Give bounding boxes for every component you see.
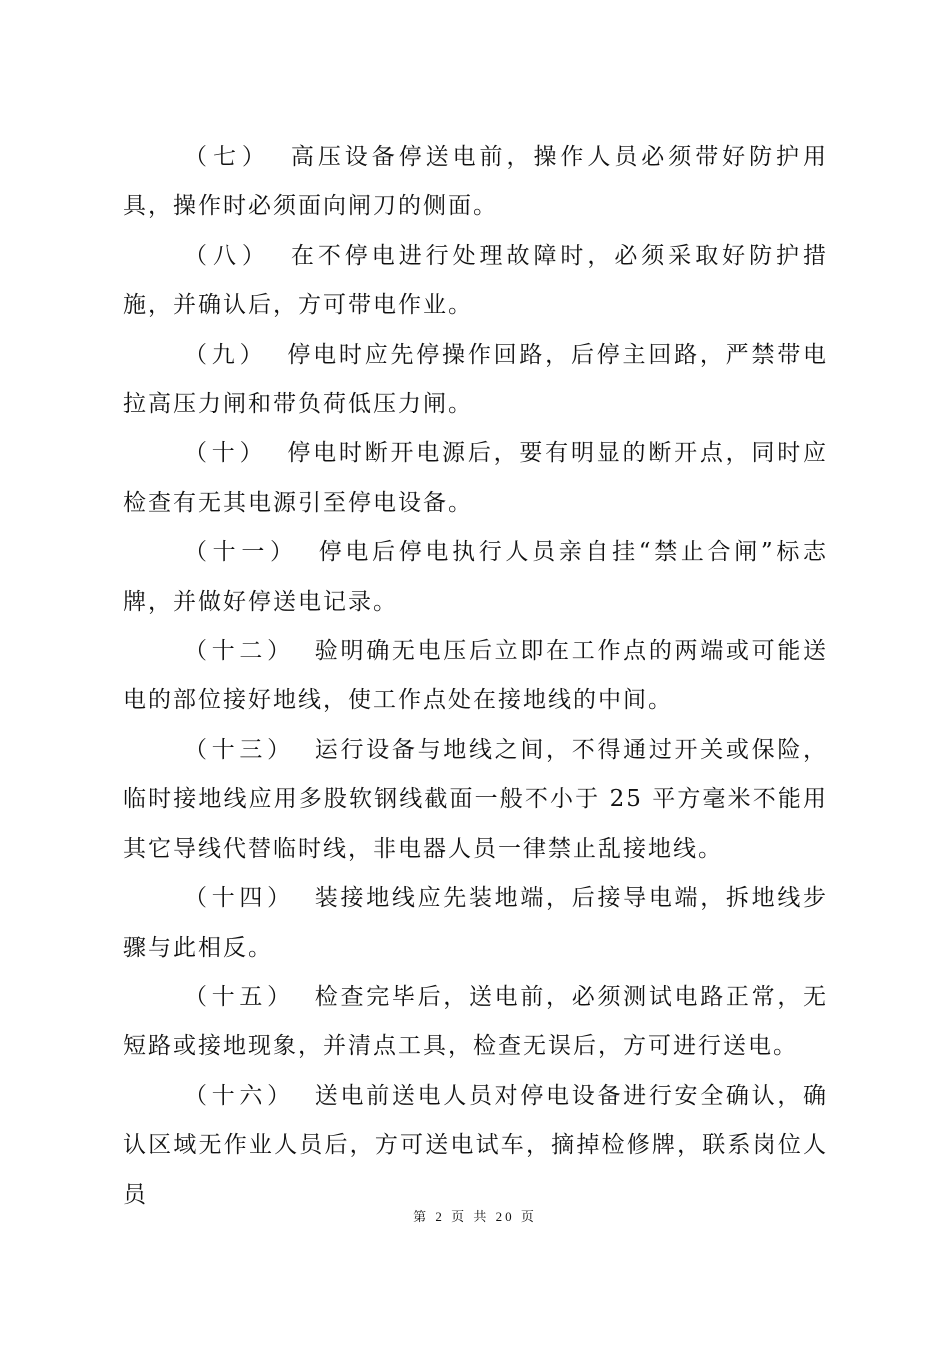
paragraph-number: （十二）: [184, 638, 295, 665]
paragraph-13: [123, 726, 828, 874]
paragraph-7: [123, 133, 828, 232]
paragraph-9: [123, 331, 828, 430]
paragraph-text: 在不停电进行处理故障时，必须采取好防护措施，并确认后，方可带电作业。: [123, 242, 829, 319]
paragraph-text: 停电后停电执行人员亲自挂“禁止合闸”标志牌，并做好停送电记录。: [123, 539, 828, 615]
paragraph-number: （十四）: [184, 885, 295, 912]
paragraph-number: （十三）: [184, 736, 295, 763]
document-body: [123, 133, 828, 1220]
paragraph-14: [123, 874, 828, 973]
paragraph-11: [123, 528, 828, 627]
paragraph-16: [123, 1072, 828, 1220]
paragraph-number: （七）: [184, 144, 271, 170]
paragraph-text: 送电前送电人员对停电设备进行安全确认，确认区域无作业人员后，方可送电试车，摘掉检修牌，联系岗位人员: [123, 1082, 829, 1208]
paragraph-number: （九）: [184, 341, 268, 368]
page-footer: [0, 1206, 950, 1225]
paragraph-text: 装接地线应先装地端，后接导电端，拆地线步骤与此相反。: [123, 885, 829, 961]
paragraph-15: [123, 973, 828, 1072]
paragraph-number: （十六）: [184, 1082, 295, 1109]
paragraph-text: 检查完毕后，送电前，必须测试电路正常，无短路或接地现象，并清点工具，检查无误后，方可进行送电。: [123, 983, 829, 1060]
paragraph-text: 验明确无电压后立即在工作点的两端或可能送电的部位接好地线，使工作点处在接地线的中间。: [123, 638, 829, 714]
page-number-label: 第 2 页 共 20 页: [413, 1209, 537, 1224]
paragraph-12: [123, 627, 828, 726]
paragraph-text: 停电时断开电源后，要有明显的断开点，同时应检查有无其电源引至停电设备。: [123, 440, 829, 516]
paragraph-text: 停电时应先停操作回路，后停主回路，严禁带电拉高压力闸和带负荷低压力闸。: [123, 341, 829, 418]
paragraph-text: 高压设备停送电前，操作人员必须带好防护用具，操作时必须面向闸刀的侧面。: [123, 144, 829, 220]
paragraph-number: （十五）: [184, 983, 295, 1010]
paragraph-text: 运行设备与地线之间，不得通过开关或保险，临时接地线应用多股软钢线截面一般不小于 25 平方毫米不能用其它导线代替临时线，非电器人员一律禁止乱接地线。: [123, 736, 829, 862]
paragraph-10: [123, 429, 828, 528]
paragraph-8: [123, 232, 828, 331]
paragraph-number: （十）: [184, 440, 268, 467]
paragraph-number: （八）: [184, 242, 271, 269]
paragraph-number: （十一）: [184, 539, 299, 566]
